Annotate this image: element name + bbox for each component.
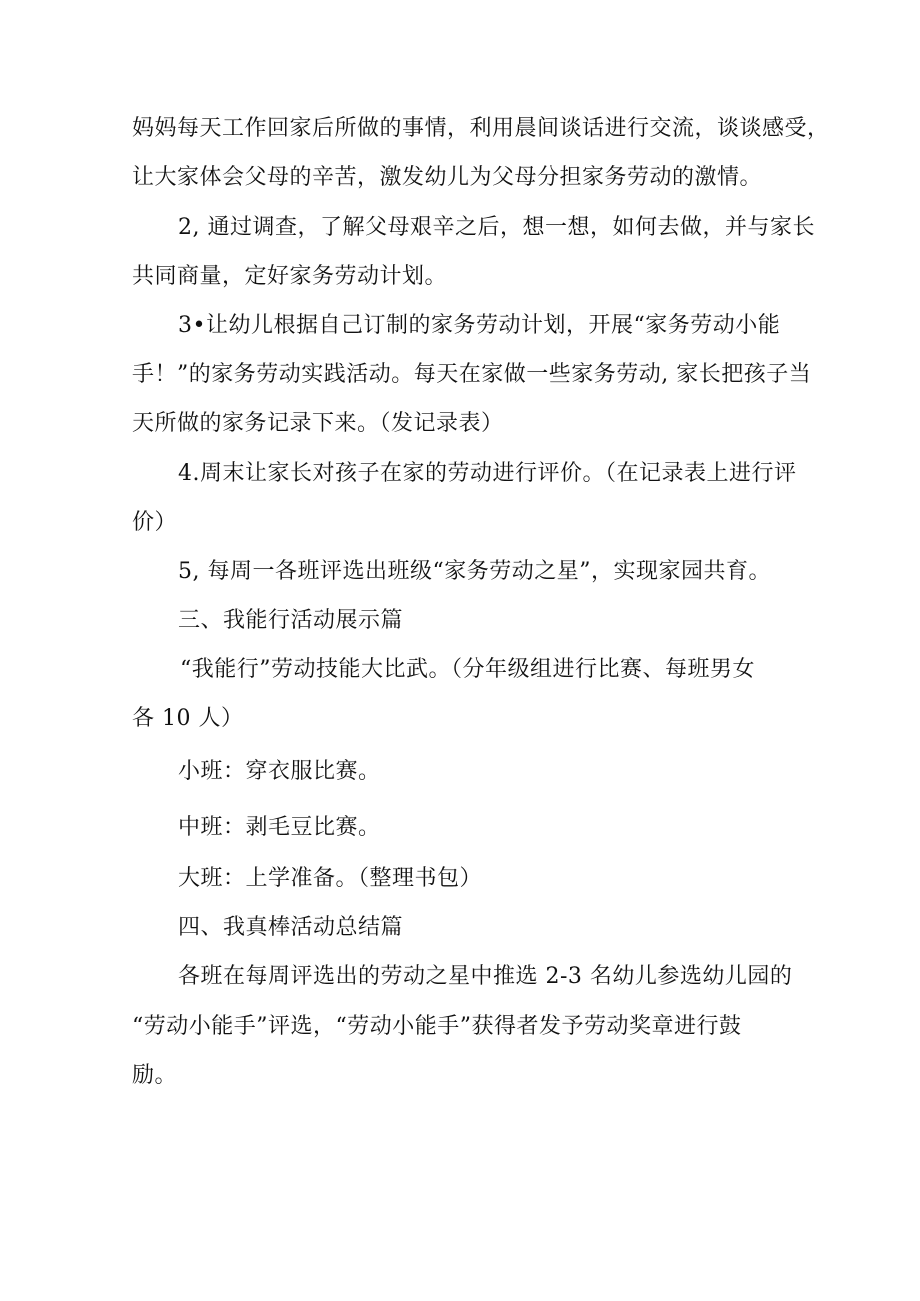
text-line-2: 让大家体会父母的辛苦，激发幼儿为父母分担家务劳动的激情。 xyxy=(132,165,763,190)
text-line-12: “我能行”劳动技能大比武。（分年级组进行比赛、每班男女 xyxy=(180,657,755,682)
section-heading-3: 三、我能行活动展示篇 xyxy=(178,608,404,633)
text-line-14: 小班：穿衣服比赛。 xyxy=(178,759,381,784)
text-line-13: 各 10 人） xyxy=(132,706,244,731)
text-line-7: 天所做的家务记录下来。（发记录表） xyxy=(132,411,504,436)
text-line-3: 2, 通过调查，了解父母艰辛之后，想一想，如何去做，并与家长 xyxy=(178,215,815,240)
section-heading-4: 四、我真棒活动总结篇 xyxy=(178,915,404,940)
text-line-15: 中班：剥毛豆比赛。 xyxy=(178,815,381,840)
text-line-8: 4.周末让家长对孩子在家的劳动进行评价。（在记录表上进行评 xyxy=(178,461,797,486)
text-line-1: 妈妈每天工作回家后所做的事情，利用晨间谈话进行交流，谈谈感受， xyxy=(132,116,830,141)
text-line-18: 各班在每周评选出的劳动之星中推选 2-3 名幼儿参选幼儿园的 xyxy=(178,964,793,989)
text-line-4: 共同商量，定好家务劳动计划。 xyxy=(132,264,448,289)
text-line-6: 手！”的家务劳动实践活动。每天在家做一些家务劳动, 家长把孩子当 xyxy=(132,362,812,387)
text-line-5: 3•让幼儿根据自己订制的家务劳动计划，开展“家务劳动小能 xyxy=(178,313,781,338)
text-line-9: 价） xyxy=(132,510,178,535)
text-line-16: 大班：上学准备。（整理书包） xyxy=(178,866,483,891)
text-line-20: 励。 xyxy=(132,1063,178,1088)
text-line-10: 5, 每周一各班评选出班级“家务劳动之星”，实现家园共育。 xyxy=(178,559,771,584)
text-line-19: “劳动小能手”评选，“劳动小能手”获得者发予劳动奖章进行鼓 xyxy=(132,1014,742,1039)
